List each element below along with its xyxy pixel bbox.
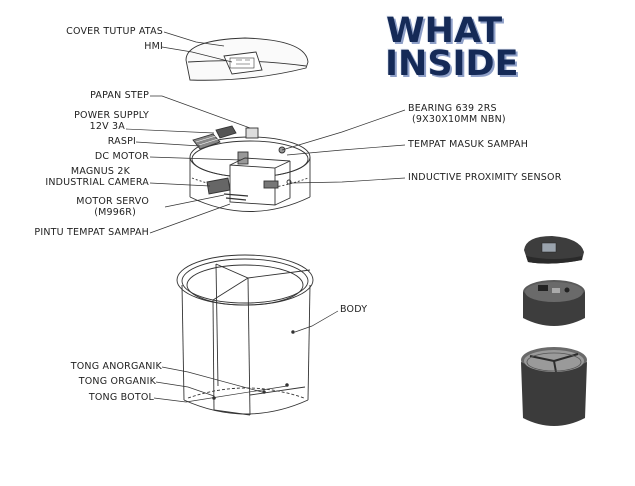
label-body: BODY xyxy=(340,304,368,315)
label-tempat-masuk-sampah: TEMPAT MASUK SAMPAH xyxy=(408,139,529,150)
middle-drum-drawing xyxy=(190,126,310,212)
render-middle xyxy=(523,280,585,326)
rendered-views xyxy=(521,236,587,426)
label-papan-step: PAPAN STEP xyxy=(90,90,149,101)
label-tong-anorganik: TONG ANORGANIK xyxy=(70,361,162,372)
render-cover xyxy=(524,236,584,264)
label-tong-organik: TONG ORGANIK xyxy=(78,376,156,387)
label-bearing-spec: (9X30X10MM NBN) xyxy=(412,114,506,125)
label-raspi: RASPI xyxy=(107,136,136,147)
label-motor-servo-model: (M996R) xyxy=(94,207,136,218)
cover-lid-drawing xyxy=(186,38,308,80)
label-power-supply-rating: 12V 3A xyxy=(89,121,125,132)
label-magnus-2k: MAGNUS 2K xyxy=(70,166,130,177)
leader-lines xyxy=(126,32,405,402)
label-pintu-tempat-sampah: PINTU TEMPAT SAMPAH xyxy=(34,227,149,238)
body-drawing xyxy=(177,255,313,415)
label-industrial-camera: INDUSTRIAL CAMERA xyxy=(45,177,149,188)
label-hmi: HMI xyxy=(144,41,163,52)
label-motor-servo: MOTOR SERVO xyxy=(76,196,149,207)
label-power-supply: POWER SUPPLY xyxy=(74,110,149,121)
label-bearing: BEARING 639 2RS xyxy=(408,103,497,114)
label-inductive-proximity-sensor: INDUCTIVE PROXIMITY SENSOR xyxy=(408,172,562,183)
title-what: WHAT xyxy=(386,11,503,51)
label-dc-motor: DC MOTOR xyxy=(94,151,149,162)
render-body xyxy=(521,347,587,426)
label-cover-tutup-atas: COVER TUTUP ATAS xyxy=(66,26,163,37)
label-tong-botol: TONG BOTOL xyxy=(88,392,154,403)
title-inside: INSIDE xyxy=(385,44,519,84)
